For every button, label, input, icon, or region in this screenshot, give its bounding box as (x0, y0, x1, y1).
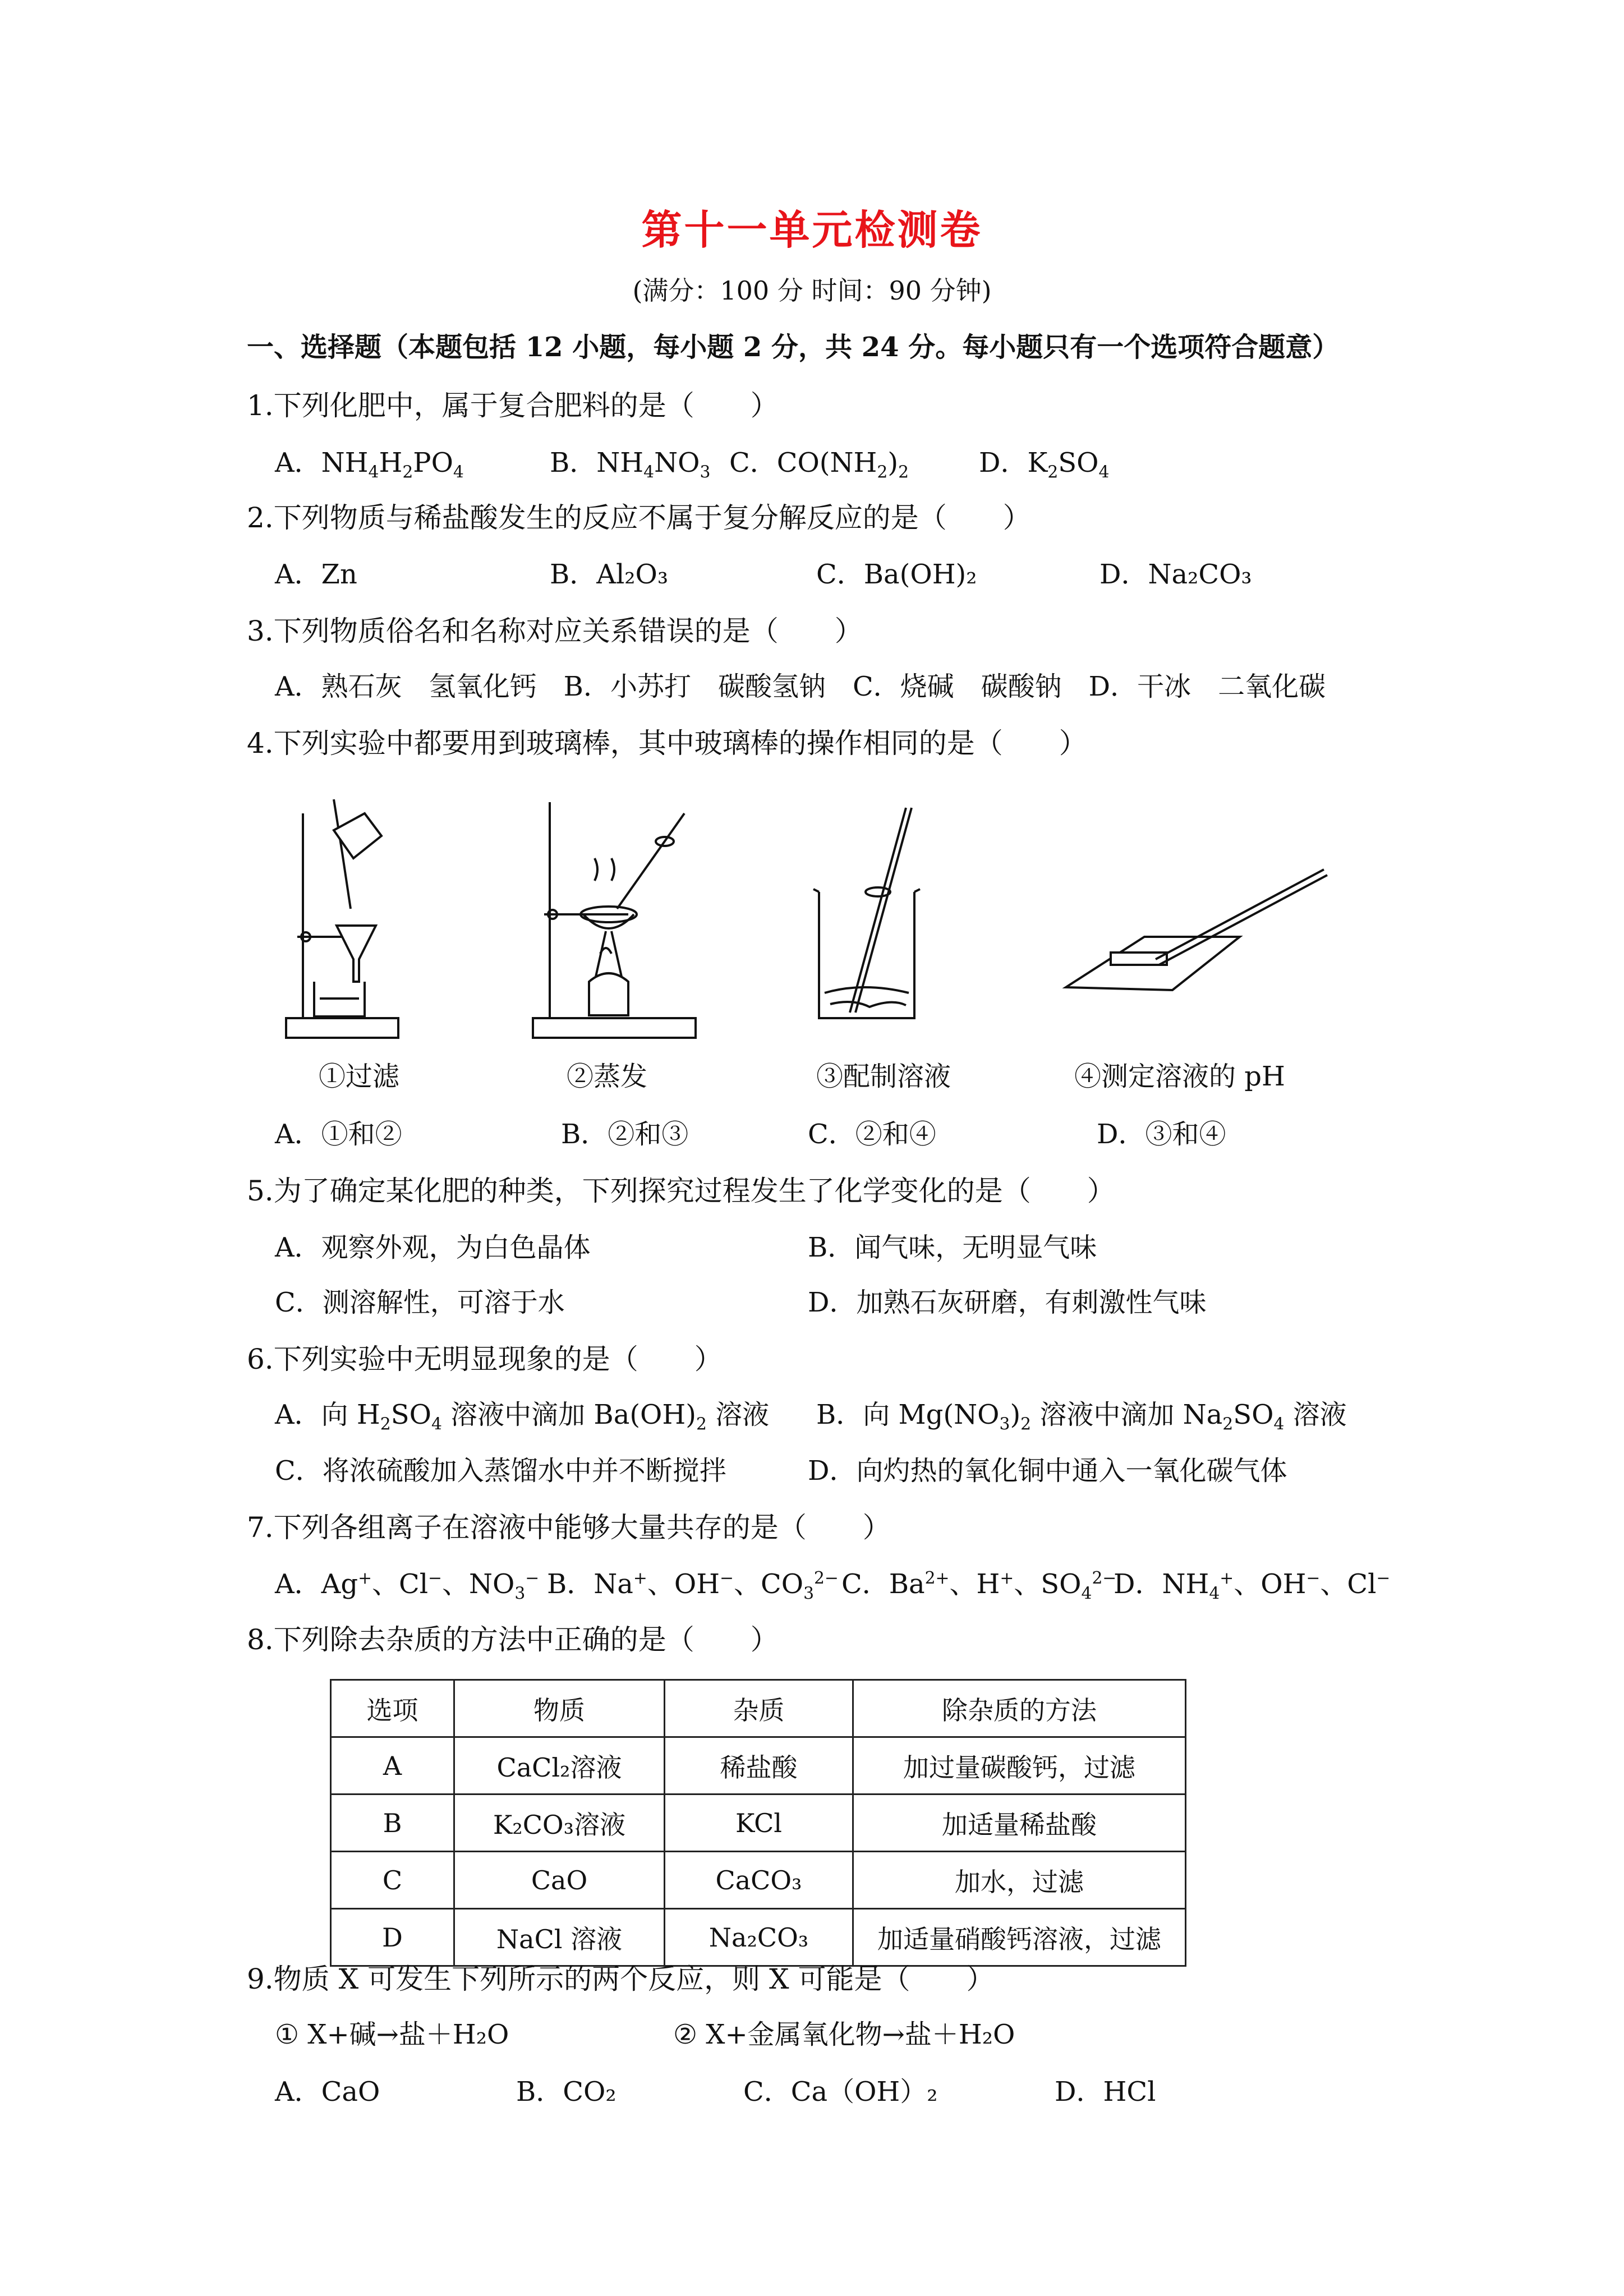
q2-option-a[interactable]: A．Zn (275, 559, 357, 590)
table-cell: NaCl 溶液 (454, 1909, 665, 1966)
q2-option-b[interactable]: B．Al₂O₃ (550, 559, 669, 590)
table-cell: B (331, 1795, 454, 1852)
question-6: 6.下列实验中无明显现象的是（ ） (247, 1343, 723, 1375)
q9-option-d[interactable]: D．HCl (1055, 2076, 1156, 2108)
page-title: 第十一单元检测卷 (641, 206, 983, 254)
table-header-row (331, 1680, 1186, 1737)
table-cell: CaO (454, 1852, 665, 1909)
filtration-apparatus-icon (286, 799, 398, 1038)
q7-option-c[interactable]: C．$Ba^{2+}$、H+、$SO_4^{2-}$ (841, 1568, 1117, 1604)
q1-option-b[interactable]: B．$NH_4NO_3$ (550, 447, 711, 482)
table-cell: CaCO₃ (665, 1852, 853, 1909)
q6-option-c[interactable]: C．将浓硫酸加入蒸馏水中并不断搅拌 (275, 1455, 726, 1487)
table-cell: 稀盐酸 (665, 1737, 853, 1795)
q3-options[interactable]: A．熟石灰 氢氧化钙 B．小苏打 碳酸氢钠 C．烧碱 碳酸钠 D．干冰 二氧化碳 (275, 671, 1326, 702)
fig-label-solution: ③配制溶液 (816, 1061, 951, 1092)
q5-option-a[interactable]: A．观察外观，为白色晶体 (275, 1232, 591, 1263)
table-cell: KCl (665, 1795, 853, 1852)
q4-option-c[interactable]: C．②和④ (808, 1119, 936, 1150)
fig-label-ph: ④测定溶液的 pH (1074, 1061, 1285, 1092)
q4-apparatus-figures (280, 797, 1402, 1055)
score-time-info: (满分：100 分 时间：90 分钟) (632, 275, 992, 306)
q9-option-c[interactable]: C．Ca（OH）₂ (743, 2076, 938, 2108)
q7-option-b[interactable]: B．Na+、OH−、$CO_3^{2-}$ (547, 1568, 839, 1604)
question-2: 2.下列物质与稀盐酸发生的反应不属于复分解反应的是（ ） (247, 501, 1031, 534)
table-cell: A (331, 1737, 454, 1795)
q8-table (330, 1679, 1186, 1967)
table-header: 除杂质的方法 (853, 1680, 1186, 1737)
table-cell: D (331, 1909, 454, 1966)
evaporation-apparatus-icon (533, 802, 696, 1038)
question-7: 7.下列各组离子在溶液中能够大量共存的是（ ） (247, 1511, 891, 1544)
q1-option-d[interactable]: D．$K_2SO_4$ (979, 447, 1110, 482)
q2-option-c[interactable]: C．Ba(OH)₂ (816, 559, 977, 590)
q1-option-c[interactable]: C．$CO(NH_2)_2$ (729, 447, 909, 482)
q9-option-b[interactable]: B．CO₂ (516, 2076, 617, 2108)
table-cell: 加适量稀盐酸 (853, 1795, 1186, 1852)
q4-option-d[interactable]: D．③和④ (1097, 1119, 1226, 1150)
q2-option-d[interactable]: D．Na₂CO₃ (1099, 559, 1252, 590)
table-cell: K₂CO₃溶液 (454, 1795, 665, 1852)
q5-option-d[interactable]: D．加熟石灰研磨，有刺激性气味 (808, 1287, 1207, 1318)
fig-label-evaporation: ②蒸发 (567, 1061, 648, 1092)
q1-option-a[interactable]: A．$NH_4H_2PO_4$ (275, 447, 464, 482)
q7-option-a[interactable]: A．Ag+、Cl−、$NO_3^-$ (275, 1568, 540, 1604)
q5-option-c[interactable]: C．测溶解性，可溶于水 (275, 1287, 565, 1318)
question-1: 1.下列化肥中，属于复合肥料的是（ ） (247, 389, 779, 422)
question-9: 9.物质 X 可发生下列所示的两个反应，则 X 可能是（ ） (247, 1963, 995, 1995)
dissolving-beaker-icon (813, 808, 920, 1018)
section-heading: 一、选择题（本题包括 12 小题，每小题 2 分，共 24 分。每小题只有一个选项符合题意） (247, 332, 1340, 363)
q9-option-a[interactable]: A．CaO (275, 2076, 380, 2108)
q9-reaction-2: ② X+金属氧化物→盐＋H₂O (673, 2019, 1015, 2050)
table-cell: Na₂CO₃ (665, 1909, 853, 1966)
question-8: 8.下列除去杂质的方法中正确的是（ ） (247, 1623, 779, 1656)
ph-test-strip-icon (1066, 869, 1327, 990)
table-row (331, 1737, 1186, 1795)
table-cell: 加适量硝酸钙溶液，过滤 (853, 1909, 1186, 1966)
q9-reaction-1: ① X+碱→盐＋H₂O (275, 2019, 509, 2050)
table-cell: CaCl₂溶液 (454, 1737, 665, 1795)
table-header: 物质 (454, 1680, 665, 1737)
q6-option-a[interactable]: A．向 $H_2SO_4$ 溶液中滴加 $Ba(OH)_2$ 溶液 (275, 1399, 770, 1434)
q4-option-a[interactable]: A．①和② (275, 1119, 402, 1150)
question-5: 5.为了确定某化肥的种类，下列探究过程发生了化学变化的是（ ） (247, 1175, 1115, 1207)
table-header: 杂质 (665, 1680, 853, 1737)
table-cell: 加过量碳酸钙，过滤 (853, 1737, 1186, 1795)
table-cell: C (331, 1852, 454, 1909)
table-header: 选项 (331, 1680, 454, 1737)
q5-option-b[interactable]: B．闻气味，无明显气味 (808, 1232, 1097, 1263)
q6-option-b[interactable]: B．向 $Mg(NO_3)_2$ 溶液中滴加 $Na_2SO_4$ 溶液 (816, 1399, 1347, 1434)
q6-option-d[interactable]: D．向灼热的氧化铜中通入一氧化碳气体 (808, 1455, 1287, 1487)
question-3: 3.下列物质俗名和名称对应关系错误的是（ ） (247, 615, 863, 647)
table-cell: 加水，过滤 (853, 1852, 1186, 1909)
table-row (331, 1795, 1186, 1852)
q7-option-d[interactable]: D．$NH_4^+$、OH−、Cl− (1114, 1568, 1391, 1604)
q4-option-b[interactable]: B．②和③ (561, 1119, 689, 1150)
table-row (331, 1852, 1186, 1909)
question-4: 4.下列实验中都要用到玻璃棒，其中玻璃棒的操作相同的是（ ） (247, 727, 1087, 760)
fig-label-filtration: ①过滤 (319, 1061, 400, 1092)
